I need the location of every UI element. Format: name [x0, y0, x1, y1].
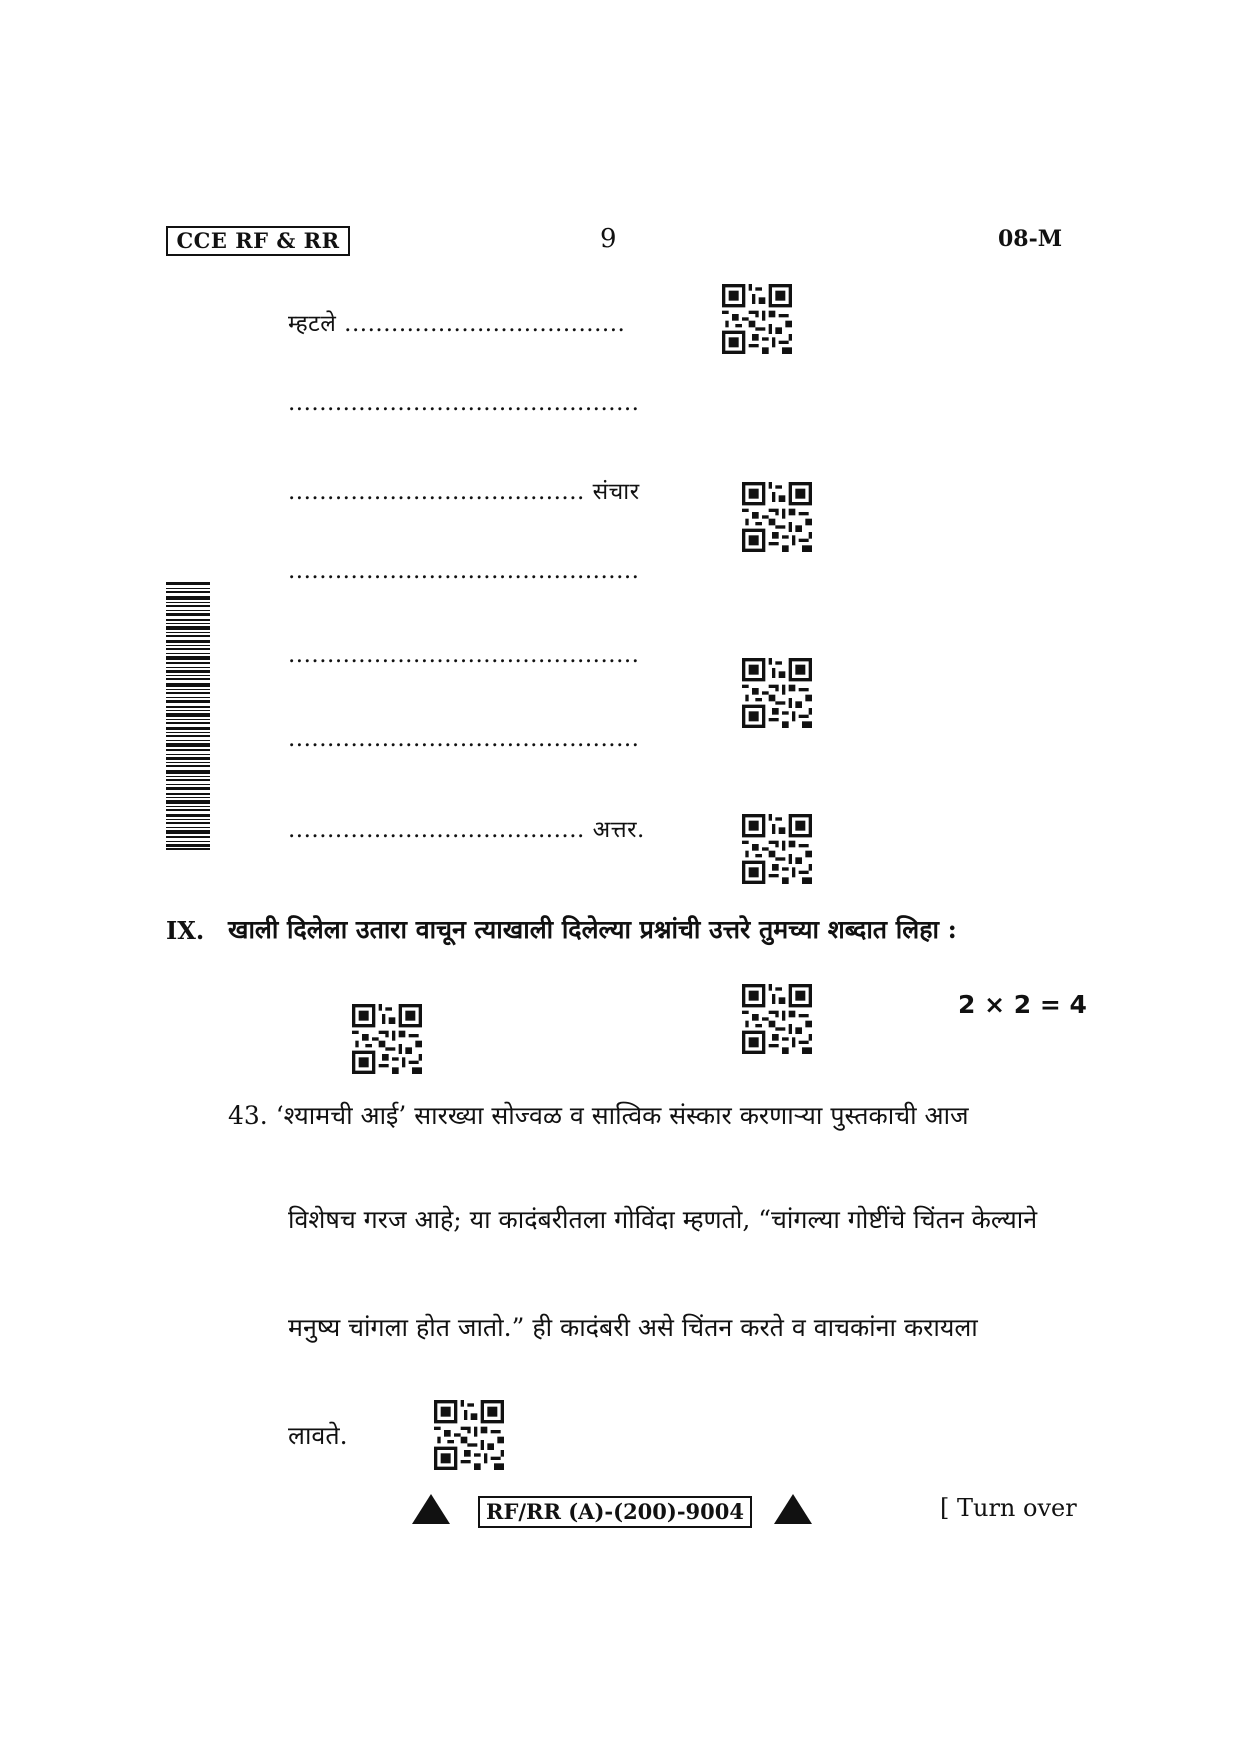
qr-code-icon [742, 814, 812, 884]
answer-line-3: ...................................... संचार [288, 479, 640, 505]
passage-line-1: 43. ‘श्यामची आई’ सारख्या सोज्वळ व सात्विक संस्कार करणाऱ्या पुस्तकाची आज [228, 1101, 969, 1130]
answer-line-6: ............................................. [288, 726, 640, 752]
qr-code-icon [434, 1400, 504, 1470]
footer-code-box: RF/RR (A)-(200)-9004 [478, 1496, 752, 1528]
answer-line-5: ............................................. [288, 642, 640, 668]
header-left-box: CCE RF & RR [166, 226, 350, 256]
answer-line-1: म्हटले .................................... [288, 311, 626, 337]
answer-line-7: ...................................... अत्तर. [288, 817, 645, 843]
answer-line-4: ............................................. [288, 558, 640, 584]
qr-code-icon [352, 1004, 422, 1074]
answer-line-2: ............................................. [288, 390, 640, 416]
section-instruction: खाली दिलेला उतारा वाचून त्याखाली दिलेल्या प्रश्नांची उत्तरे तुमच्या शब्दात लिहा : [228, 915, 957, 944]
qr-code-icon [742, 658, 812, 728]
paper-code: 08-M [998, 226, 1063, 252]
marks-allotment: 2 × 2 = 4 [958, 990, 1087, 1019]
page-number: 9 [600, 224, 617, 254]
qr-code-icon [722, 284, 792, 354]
turn-over-label: [ Turn over [940, 1494, 1077, 1522]
triangle-marker-icon [774, 1494, 812, 1524]
passage-line-4: लावते. [288, 1421, 348, 1450]
qr-code-icon [742, 482, 812, 552]
passage-line-3: मनुष्य चांगला होत जातो.” ही कादंबरी असे चिंतन करते व वाचकांना करायला [288, 1313, 978, 1342]
passage-line-2: विशेषच गरज आहे; या कादंबरीतला गोविंदा म्हणतो, “चांगल्या गोष्टींचे चिंतन केल्याने [288, 1205, 1038, 1234]
section-number: IX. [166, 916, 205, 945]
triangle-marker-icon [412, 1494, 450, 1524]
barcode-icon [166, 582, 210, 850]
qr-code-icon [742, 984, 812, 1054]
